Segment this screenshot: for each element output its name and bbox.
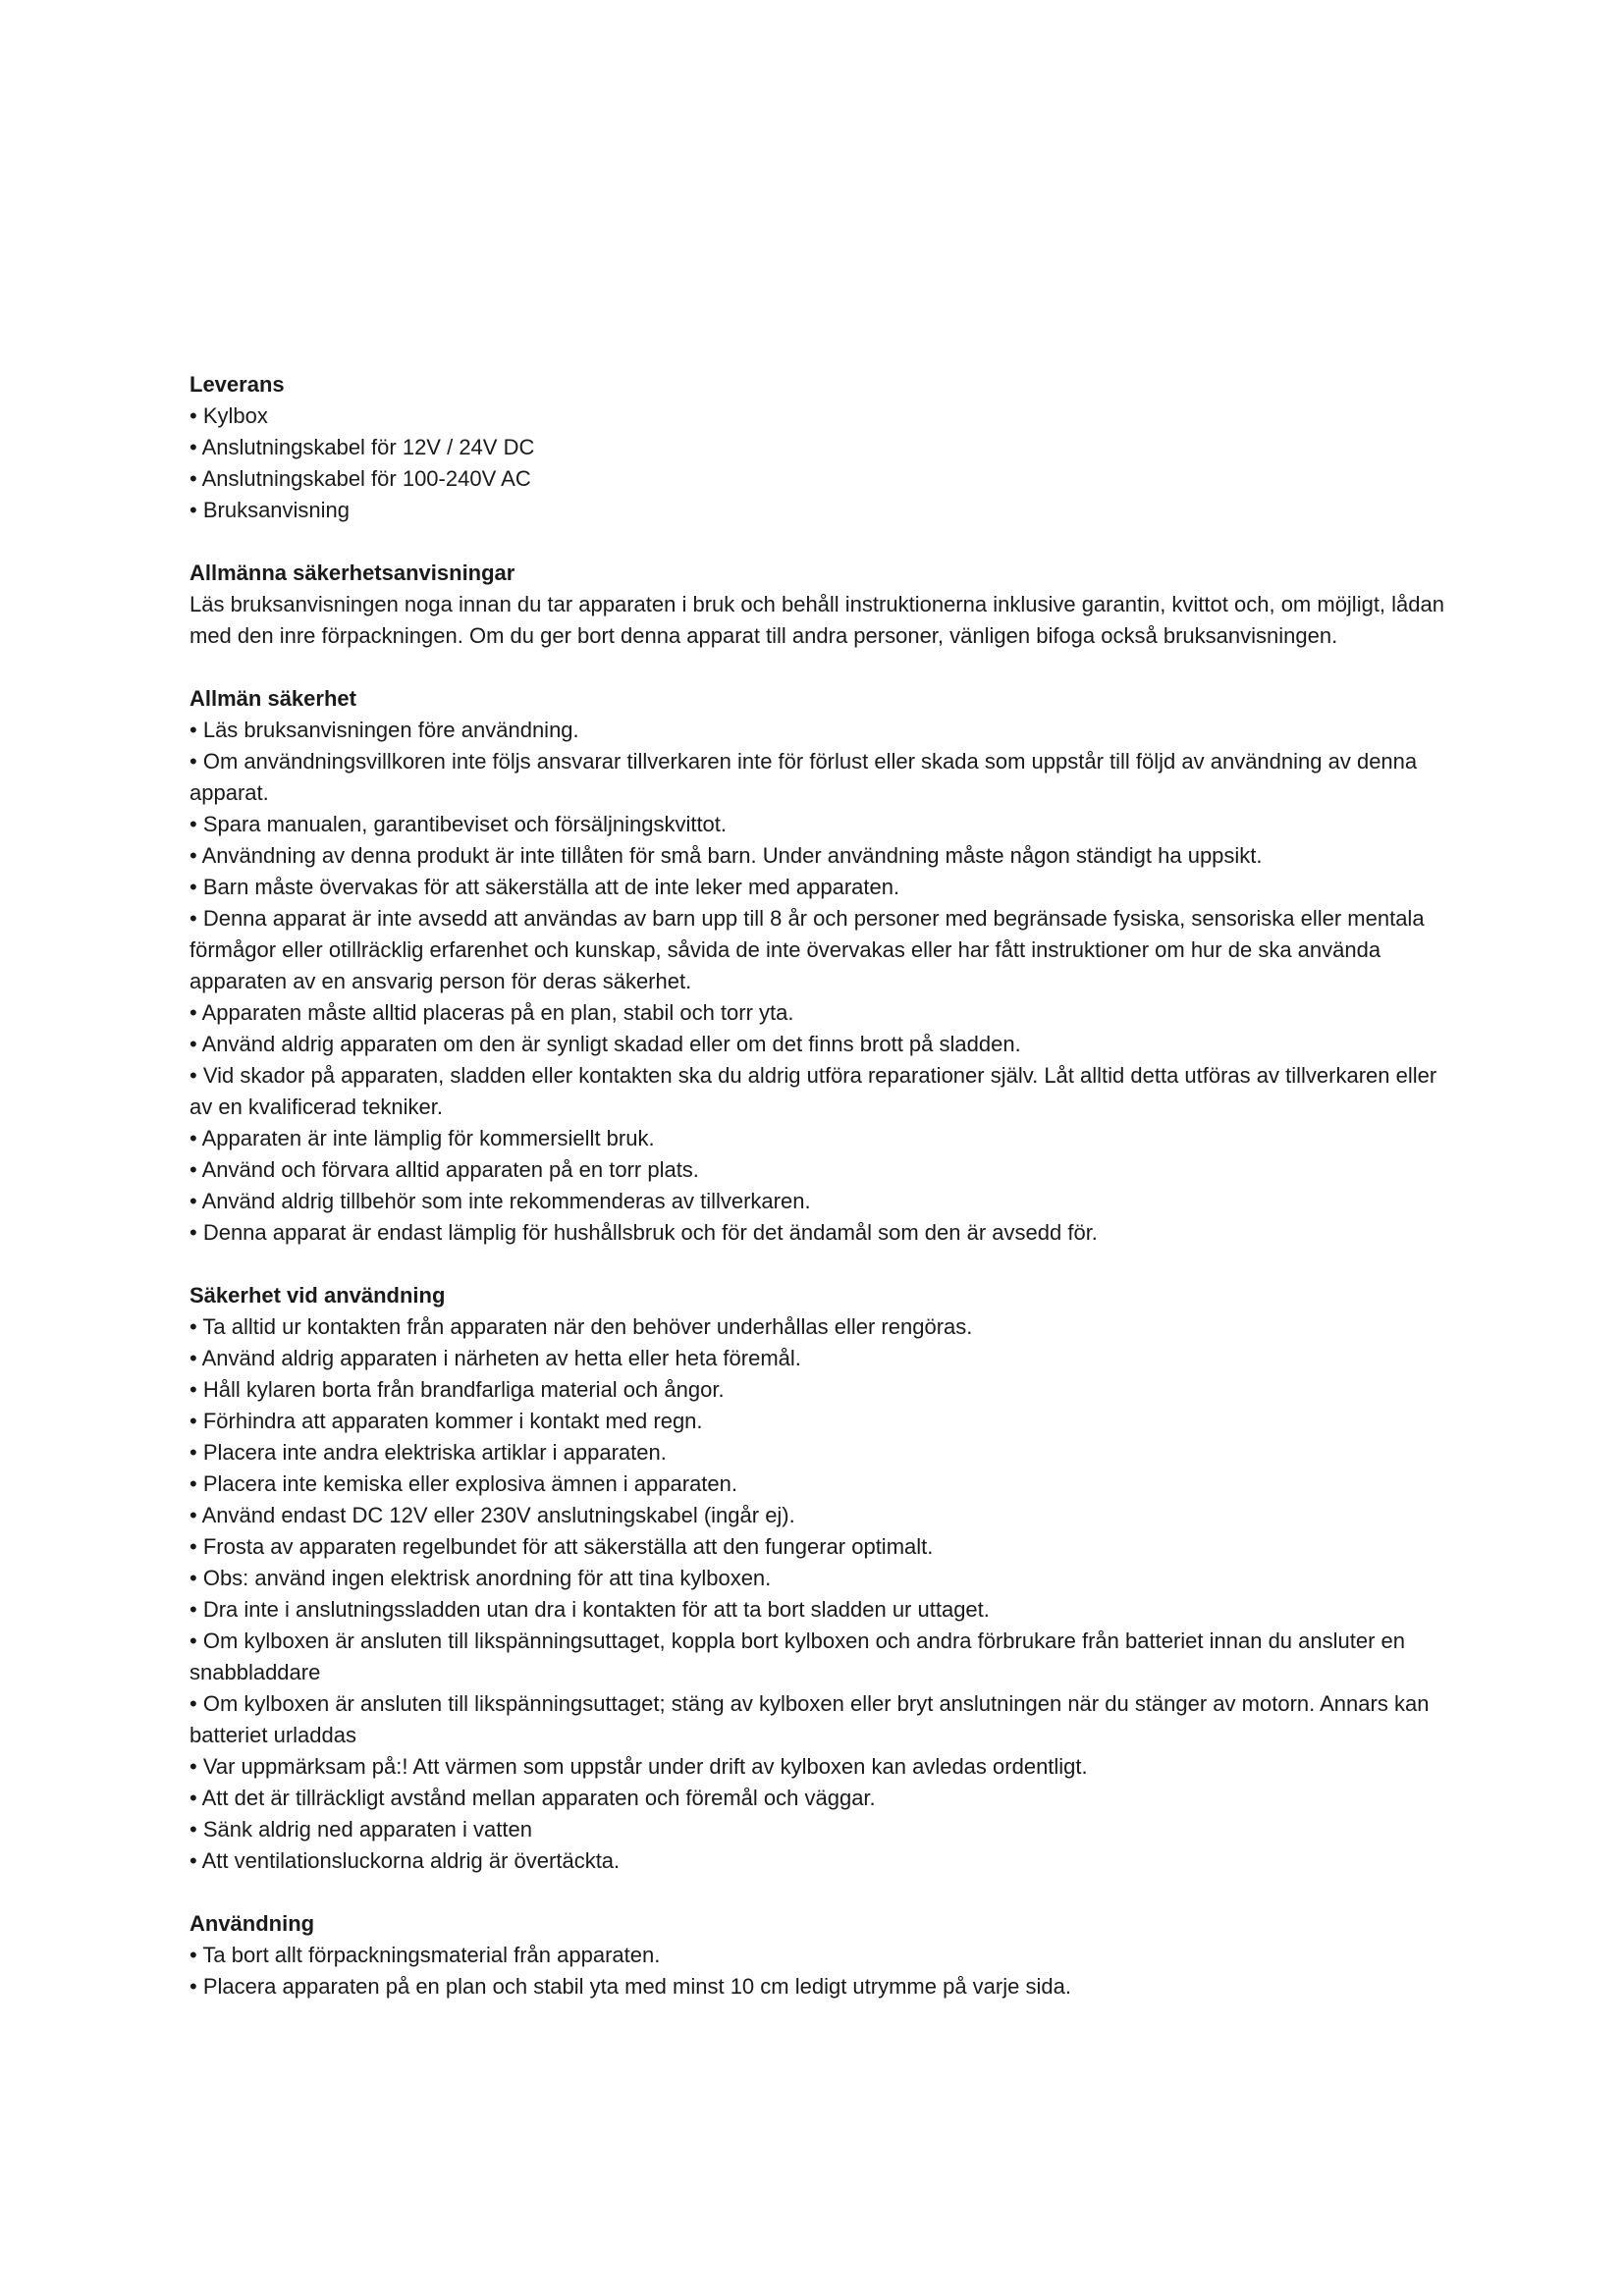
bullet-icon: • xyxy=(189,1063,197,1088)
section-general-safety-instructions xyxy=(189,558,1456,652)
document-page xyxy=(189,369,1456,2002)
list-item: • Placera inte kemiska eller explosiva ämnen i apparaten. xyxy=(189,1471,738,1496)
section-title: Allmän säkerhet xyxy=(189,686,356,711)
bullet-icon: • xyxy=(189,875,197,899)
bullet-icon: • xyxy=(189,812,197,836)
list-item: • Var uppmärksam på:! Att värmen som uppstår under drift av kylboxen kan avledas ordentligt. xyxy=(189,1754,1088,1779)
section-title: Allmänna säkerhetsanvisningar xyxy=(189,561,515,585)
bullet-icon: • xyxy=(189,1597,197,1622)
bullet-icon: • xyxy=(189,1377,197,1402)
section-safety-during-use xyxy=(189,1280,1456,1877)
list-item: • Spara manualen, garantibeviset och försäljningskvittot. xyxy=(189,812,728,836)
list-item: • Håll kylaren borta från brandfarliga material och ångor. xyxy=(189,1377,725,1402)
list-item: • Anslutningskabel för 12V / 24V DC xyxy=(189,435,535,459)
bullet-icon: • xyxy=(189,1974,197,1999)
list-item: • Använd och förvara alltid apparaten på en torr plats. xyxy=(189,1157,699,1182)
section-leverans xyxy=(189,369,1456,526)
bullet-icon: • xyxy=(189,1503,197,1527)
list-item: • Obs: använd ingen elektrisk anordning för att tina kylboxen. xyxy=(189,1566,772,1590)
bullet-icon: • xyxy=(189,1786,197,1810)
list-item: • Vid skador på apparaten, sladden eller kontakten ska du aldrig utföra reparationer själv. Låt alltid detta utföras av tillverkaren eller av en kvalificerad tekniker. xyxy=(189,1063,1437,1119)
section-usage xyxy=(189,1908,1456,2002)
list-item: • Sänk aldrig ned apparaten i vatten xyxy=(189,1817,532,1842)
list-item: • Använd aldrig apparaten om den är synligt skadad eller om det finns brott på sladden. xyxy=(189,1032,1021,1056)
bullet-icon: • xyxy=(189,1409,197,1433)
list-item: • Ta alltid ur kontakten från apparaten när den behöver underhållas eller rengöras. xyxy=(189,1314,973,1339)
list-item: • Denna apparat är inte avsedd att användas av barn upp till 8 år och personer med begränsade fysiska, sensoriska eller mentala förmågor eller otillräcklig erfarenhet och kunskap, såvida de inte övervakas eller har fått instruktioner om hur de ska använda apparaten av en ansvarig person för deras säkerhet. xyxy=(189,906,1425,993)
list-item: • Om kylboxen är ansluten till likspänningsuttaget, koppla bort kylboxen och andra förbrukare från batteriet innan du ansluter en snabbladdare xyxy=(189,1629,1405,1684)
section-title: Leverans xyxy=(189,372,285,397)
bullet-icon: • xyxy=(189,843,197,868)
list-item: • Att det är tillräckligt avstånd mellan apparaten och föremål och väggar. xyxy=(189,1786,876,1810)
list-item: • Att ventilationsluckorna aldrig är övertäckta. xyxy=(189,1848,621,1873)
bullet-icon: • xyxy=(189,1848,197,1873)
bullet-icon: • xyxy=(189,1691,197,1716)
list-item: • Denna apparat är endast lämplig för hushållsbruk och för det ändamål som den är avsedd för. xyxy=(189,1220,1098,1245)
bullet-icon: • xyxy=(189,1566,197,1590)
list-item: • Placera inte andra elektriska artiklar i apparaten. xyxy=(189,1440,667,1465)
bullet-icon: • xyxy=(189,1346,197,1370)
list-item: • Använd aldrig apparaten i närheten av hetta eller heta föremål. xyxy=(189,1346,801,1370)
list-item: • Bruksanvisning xyxy=(189,498,351,522)
list-item: • Läs bruksanvisningen före användning. xyxy=(189,718,579,742)
paragraph: Läs bruksanvisningen noga innan du tar apparaten i bruk och behåll instruktionerna inklusive garantin, kvittot och, om möjligt, lådan med den inre förpackningen. Om du ger bort denna apparat till andra personer, vänligen bifoga också bruksanvisningen. xyxy=(189,592,1444,648)
list-item: • Använd endast DC 12V eller 230V anslutningskabel (ingår ej). xyxy=(189,1503,795,1527)
bullet-icon: • xyxy=(189,498,197,522)
section-title: Säkerhet vid användning xyxy=(189,1283,446,1308)
list-item: • Om kylboxen är ansluten till likspänningsuttaget; stäng av kylboxen eller bryt anslutningen när du stänger av motorn. Annars kan batteriet urladdas xyxy=(189,1691,1430,1747)
bullet-icon: • xyxy=(189,1220,197,1245)
list-item: • Frosta av apparaten regelbundet för att säkerställa att den fungerar optimalt. xyxy=(189,1534,934,1559)
bullet-icon: • xyxy=(189,1471,197,1496)
bullet-list xyxy=(189,1940,1456,2002)
bullet-list xyxy=(189,1311,1456,1877)
list-item: • Om användningsvillkoren inte följs ansvarar tillverkaren inte för förlust eller skada som uppstår till följd av användning av denna apparat. xyxy=(189,749,1418,805)
list-item: • Använd aldrig tillbehör som inte rekommenderas av tillverkaren. xyxy=(189,1189,811,1213)
bullet-icon: • xyxy=(189,1534,197,1559)
list-item: • Apparaten måste alltid placeras på en plan, stabil och torr yta. xyxy=(189,1000,794,1025)
list-item: • Förhindra att apparaten kommer i kontakt med regn. xyxy=(189,1409,703,1433)
list-item: • Barn måste övervakas för att säkerställa att de inte leker med apparaten. xyxy=(189,875,900,899)
list-item: • Dra inte i anslutningssladden utan dra i kontakten för att ta bort sladden ur uttaget. xyxy=(189,1597,990,1622)
list-item: • Kylbox xyxy=(189,403,268,428)
section-title: Användning xyxy=(189,1911,315,1936)
bullet-icon: • xyxy=(189,1943,197,1967)
bullet-icon: • xyxy=(189,1032,197,1056)
bullet-icon: • xyxy=(189,1817,197,1842)
list-item: • Placera apparaten på en plan och stabil yta med minst 10 cm ledigt utrymme på varje sida. xyxy=(189,1974,1071,1999)
bullet-icon: • xyxy=(189,403,197,428)
bullet-icon: • xyxy=(189,1000,197,1025)
bullet-list xyxy=(189,715,1456,1249)
bullet-icon: • xyxy=(189,749,197,774)
bullet-icon: • xyxy=(189,906,197,931)
bullet-icon: • xyxy=(189,718,197,742)
section-general-safety xyxy=(189,683,1456,1249)
list-item: • Anslutningskabel för 100-240V AC xyxy=(189,466,531,491)
list-item: • Användning av denna produkt är inte tillåten för små barn. Under användning måste någon ständigt ha uppsikt. xyxy=(189,843,1263,868)
list-item: • Ta bort allt förpackningsmaterial från apparaten. xyxy=(189,1943,661,1967)
bullet-icon: • xyxy=(189,1157,197,1182)
bullet-icon: • xyxy=(189,1126,197,1150)
list-item: • Apparaten är inte lämplig för kommersiellt bruk. xyxy=(189,1126,655,1150)
bullet-icon: • xyxy=(189,435,197,459)
bullet-icon: • xyxy=(189,1314,197,1339)
bullet-icon: • xyxy=(189,1189,197,1213)
bullet-list xyxy=(189,400,1456,526)
bullet-icon: • xyxy=(189,1440,197,1465)
bullet-icon: • xyxy=(189,1629,197,1653)
bullet-icon: • xyxy=(189,1754,197,1779)
bullet-icon: • xyxy=(189,466,197,491)
